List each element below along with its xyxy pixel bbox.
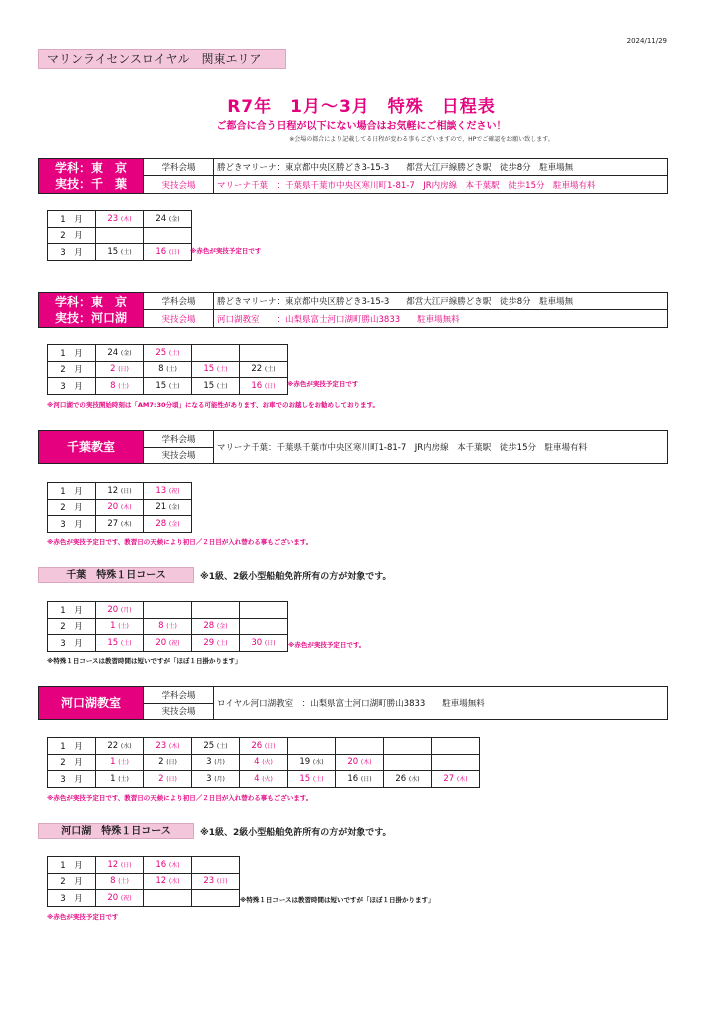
course-note: ※1級、2級小型船舶免許所有の方が対象です。 — [200, 828, 392, 838]
date-weekday: (土) — [216, 639, 228, 647]
date-cell — [192, 345, 240, 362]
venue-label — [39, 159, 143, 193]
schedule-table — [47, 856, 240, 907]
date-weekday: (金) — [168, 520, 180, 528]
venue-value: マリーナ千葉：千葉県千葉市中央区寒川町1-81-7 JR内房線 本千葉駅 徒歩15分 駐車場有料 — [217, 443, 587, 453]
date-weekday: (土) — [118, 623, 129, 631]
venue-key: 実技会場 — [144, 176, 214, 193]
month-cell: 3 月 — [48, 890, 96, 907]
date-day: 23 — [203, 876, 215, 887]
date-weekday: (土) — [118, 382, 129, 390]
date-weekday: (土) — [120, 248, 132, 256]
date-day: 22 — [251, 364, 263, 375]
month-cell: 2 月 — [48, 227, 96, 244]
date-cell — [144, 738, 192, 755]
date-cell — [144, 771, 192, 788]
date-weekday: (木) — [360, 759, 372, 767]
month-cell: 1 月 — [48, 738, 96, 755]
date-day: 25 — [203, 740, 215, 751]
venue-label — [39, 687, 143, 719]
schedule-table — [47, 601, 288, 652]
date-cell — [96, 244, 144, 261]
date-cell — [192, 754, 240, 771]
date-weekday: (木) — [168, 861, 180, 869]
date-weekday: (木) — [120, 215, 132, 223]
date-cell — [96, 345, 144, 362]
date-weekday: (土) — [264, 366, 276, 374]
one-day-course-note-text: ※特殊１日コースは教習時間は短いですが「ほぼ１日掛かります」 — [47, 657, 242, 665]
date-day: 15 — [203, 380, 215, 391]
venue-keys — [144, 431, 214, 463]
date-cell — [432, 771, 480, 788]
page-subtitle: ご都合に合う日程が以下にない場合はお気軽にご相談ください！ — [216, 121, 507, 132]
venue-value: 河口湖教室 ：山梨県富士河口湖町勝山3833 駐車場無料 — [217, 314, 460, 325]
date-weekday: (日) — [168, 248, 180, 256]
date-cell — [288, 754, 336, 771]
date-cell — [96, 227, 144, 244]
month-cell: 3 月 — [48, 771, 96, 788]
date-cell — [144, 602, 192, 619]
date-cell — [96, 516, 144, 533]
venue-value: マリーナ千葉 ：千葉県千葉市中央区寒川町1-81-7 JR内房線 本千葉駅 徒歩15分 駐車場有料 — [217, 180, 596, 191]
date-day: 8 — [110, 380, 116, 391]
date-day: 3 — [206, 757, 212, 768]
date-cell — [144, 211, 192, 228]
table-row — [48, 499, 192, 516]
venue-row-lecture — [143, 293, 667, 310]
date-weekday: (日) — [120, 487, 132, 495]
date-cell — [240, 635, 288, 652]
date-cell — [96, 857, 144, 874]
date-day: 20 — [155, 637, 167, 648]
date-weekday: (日) — [166, 775, 177, 783]
venue-keys — [144, 687, 214, 719]
table-row — [48, 873, 240, 890]
date-day: 22 — [107, 740, 119, 751]
date-day: 2 — [110, 364, 116, 375]
date-cell — [144, 635, 192, 652]
course-note: ※1級、2級小型船舶免許所有の方が対象です。 — [200, 572, 392, 582]
date-day: 8 — [110, 876, 116, 887]
date-cell — [96, 890, 144, 907]
date-weekday: (月) — [120, 606, 132, 614]
venue-row-practical — [143, 310, 667, 327]
venue-key: 実技会場 — [161, 707, 196, 718]
date-weekday: (日) — [120, 861, 132, 869]
date-day: 15 — [155, 380, 167, 391]
venue-row-practical — [143, 176, 667, 193]
month-cell: 2 月 — [48, 754, 96, 771]
venue-label — [39, 293, 143, 327]
course-badge: 河口湖 特殊１日コース — [38, 823, 194, 839]
date-day: 4 — [254, 757, 260, 768]
kawaguchiko-time-note: ※河口湖での実技開始時刻は「AM7:30分頃」になる可能性があります、お車でのお越しをお勧めしております。 — [47, 401, 379, 409]
table-row — [48, 516, 192, 533]
venue-value: 勝どきマリーナ：東京都中央区勝どき3-15-3 都営大江戸線勝どき駅 徒歩8分 駐車場無 — [217, 297, 574, 307]
date-weekday: (土) — [312, 775, 324, 783]
venue-label — [39, 431, 143, 463]
venue-row-shared — [143, 687, 667, 719]
date-cell — [96, 499, 144, 516]
date-day: 15 — [203, 364, 215, 375]
month-cell: 1 月 — [48, 211, 96, 228]
venue-value: 勝どきマリーナ：東京都中央区勝どき3-15-3 都営大江戸線勝どき駅 徒歩8分 駐車場無 — [217, 163, 574, 173]
date-weekday: (土) — [168, 349, 180, 357]
date-day: 8 — [158, 621, 164, 632]
venue-key: 学科会場 — [144, 293, 214, 309]
date-cell — [432, 754, 480, 771]
date-weekday: (土) — [166, 623, 177, 631]
date-day: 12 — [107, 485, 119, 496]
date-weekday: (日) — [166, 759, 177, 767]
venue-key: 実技会場 — [161, 451, 196, 462]
month-cell: 2 月 — [48, 873, 96, 890]
date-weekday: (月) — [214, 759, 225, 767]
red-day-note: ※赤色が実技予定日です — [287, 380, 359, 388]
date-cell — [336, 738, 384, 755]
date-cell — [432, 738, 480, 755]
date-cell — [96, 378, 144, 395]
venue-key: 実技会場 — [144, 310, 214, 327]
date-day: 16 — [155, 859, 167, 870]
date-cell — [384, 754, 432, 771]
table-row — [48, 483, 192, 500]
date-weekday: (土) — [120, 639, 132, 647]
venue-block-chiba — [38, 430, 668, 464]
date-cell — [96, 873, 144, 890]
date-cell — [96, 635, 144, 652]
date-day: 8 — [158, 364, 164, 375]
date-day: 20 — [347, 757, 359, 768]
date-weekday: (日) — [216, 878, 228, 886]
table-row — [48, 244, 192, 261]
date-cell — [240, 602, 288, 619]
date-day: 12 — [155, 876, 167, 887]
table-row — [48, 361, 288, 378]
date-cell — [192, 618, 240, 635]
date-cell — [240, 754, 288, 771]
date-cell — [96, 483, 144, 500]
month-cell: 1 月 — [48, 602, 96, 619]
date-cell — [144, 378, 192, 395]
month-cell: 3 月 — [48, 244, 96, 261]
date-weekday: (水) — [120, 742, 132, 750]
date-weekday: (金) — [168, 504, 180, 512]
venue-block-tokyo-kawaguchiko — [38, 292, 668, 328]
month-cell: 2 月 — [48, 618, 96, 635]
venue-label-line: 実技：河口湖 — [54, 311, 127, 325]
red-day-note: ※赤色が実技予定日です — [47, 913, 119, 921]
table-row — [48, 345, 288, 362]
date-weekday: (水) — [312, 759, 324, 767]
month-cell: 2 月 — [48, 499, 96, 516]
table-row — [48, 378, 288, 395]
date-weekday: (火) — [262, 775, 273, 783]
date-cell — [240, 361, 288, 378]
date-day: 26 — [395, 773, 407, 784]
date-day: 12 — [107, 859, 119, 870]
date-weekday: (土) — [118, 775, 129, 783]
date-weekday: (木) — [456, 775, 468, 783]
month-cell: 1 月 — [48, 483, 96, 500]
month-cell: 3 月 — [48, 635, 96, 652]
venue-value: ロイヤル河口湖教室 ：山梨県富士河口湖町勝山3833 駐車場無料 — [217, 699, 485, 709]
venue-label-line: 実技：千 葉 — [54, 177, 127, 191]
date-cell — [240, 618, 288, 635]
table-row — [48, 890, 240, 907]
date-cell — [240, 771, 288, 788]
date-day: 15 — [299, 773, 311, 784]
date-day: 19 — [299, 757, 311, 768]
date-weekday: (水) — [168, 878, 180, 886]
date-weekday: (祝) — [120, 894, 132, 902]
one-day-course-note — [240, 895, 435, 904]
date-cell — [96, 618, 144, 635]
month-cell: 3 月 — [48, 378, 96, 395]
date-cell — [192, 873, 240, 890]
date-cell — [192, 738, 240, 755]
table-row — [48, 602, 288, 619]
date-cell — [144, 499, 192, 516]
date-day: 30 — [251, 637, 263, 648]
date-day: 20 — [107, 604, 119, 615]
date-cell — [96, 771, 144, 788]
date-cell — [144, 244, 192, 261]
one-day-course-note — [47, 656, 242, 665]
table-row — [48, 211, 192, 228]
date-cell — [96, 738, 144, 755]
date-cell — [144, 890, 192, 907]
red-day-note: ※赤色が実技予定日です、教習日の天候により初日／２日目が入れ替わる事もございます。 — [47, 538, 313, 546]
date-weekday: (土) — [168, 382, 180, 390]
date-weekday: (祝) — [168, 639, 180, 647]
date-day: 3 — [206, 773, 212, 784]
table-row — [48, 635, 288, 652]
date-day: 4 — [254, 773, 260, 784]
date-cell — [288, 738, 336, 755]
date-day: 28 — [155, 518, 167, 529]
date-cell — [96, 602, 144, 619]
venue-label-line: 千葉教室 — [66, 440, 115, 454]
date-cell — [288, 771, 336, 788]
table-row — [48, 738, 480, 755]
date-weekday: (祝) — [168, 487, 180, 495]
month-cell: 1 月 — [48, 857, 96, 874]
venue-row-lecture — [143, 159, 667, 176]
date-weekday: (金) — [120, 349, 132, 357]
date-cell — [144, 754, 192, 771]
date-cell — [240, 378, 288, 395]
area-badge: マリンライセンスロイヤル 関東エリア — [38, 49, 286, 69]
schedule-table — [47, 344, 288, 395]
venue-label-line: 学科：東 京 — [54, 295, 127, 309]
top-note: ※会場の都合により記載してる日程が変わる事もございますので、HPでご確認をお願い致します。 — [289, 136, 554, 143]
date-day: 24 — [155, 213, 167, 224]
date-day: 2 — [158, 773, 164, 784]
date-cell — [336, 771, 384, 788]
date-cell — [192, 378, 240, 395]
date-cell — [96, 361, 144, 378]
venue-label-line: 河口湖教室 — [60, 696, 121, 710]
date-day: 29 — [203, 637, 215, 648]
date-day: 27 — [443, 773, 455, 784]
date-weekday: (日) — [264, 639, 276, 647]
table-row — [48, 857, 240, 874]
date-weekday: (日) — [264, 382, 276, 390]
date-weekday: (日) — [264, 742, 276, 750]
date-cell — [240, 738, 288, 755]
venue-block-tokyo-chiba — [38, 158, 668, 194]
month-cell: 1 月 — [48, 345, 96, 362]
date-cell — [144, 483, 192, 500]
date-cell — [144, 361, 192, 378]
schedule-table — [47, 737, 480, 788]
date-weekday: (日) — [118, 366, 129, 374]
date-cell — [144, 873, 192, 890]
date-day: 27 — [107, 518, 119, 529]
venue-row-shared — [143, 431, 667, 463]
date-weekday: (金) — [216, 623, 228, 631]
page-title: R7年 1月～3月 特殊 日程表 — [227, 97, 496, 117]
date-day: 23 — [107, 213, 119, 224]
date-weekday: (土) — [216, 366, 228, 374]
date-day: 25 — [155, 347, 167, 358]
table-row — [48, 227, 192, 244]
date-cell — [192, 361, 240, 378]
table-row — [48, 754, 480, 771]
one-day-course-note-text: ※特殊１日コースは教習時間は短いですが「ほぼ１日掛かります」 — [240, 896, 435, 904]
date-weekday: (月) — [214, 775, 225, 783]
date-cell — [96, 211, 144, 228]
date-weekday: (金) — [168, 215, 180, 223]
date-weekday: (火) — [262, 759, 273, 767]
date-day: 2 — [158, 757, 164, 768]
date-day: 15 — [107, 637, 119, 648]
venue-key: 学科会場 — [144, 431, 213, 448]
date-day: 16 — [251, 380, 263, 391]
date-cell — [144, 516, 192, 533]
date-cell — [144, 857, 192, 874]
date-day: 24 — [107, 347, 119, 358]
date-cell — [192, 635, 240, 652]
date-day: 16 — [155, 246, 167, 257]
schedule-table — [47, 210, 192, 261]
date-weekday: (土) — [118, 759, 129, 767]
date-day: 20 — [107, 892, 119, 903]
date-cell — [192, 890, 240, 907]
date-weekday: (日) — [360, 775, 372, 783]
date-weekday: (木) — [120, 520, 132, 528]
date-cell — [336, 754, 384, 771]
course-badge: 千葉 特殊１日コース — [38, 567, 194, 583]
venue-key: 学科会場 — [144, 687, 213, 704]
date-cell — [192, 771, 240, 788]
month-cell: 2 月 — [48, 361, 96, 378]
venue-label-line: 学科：東 京 — [54, 161, 127, 175]
red-day-note: ※赤色が実技予定日です、教習日の天候により初日／２日目が入れ替わる事もございます。 — [47, 794, 313, 802]
date-day: 15 — [107, 246, 119, 257]
red-day-note: ※赤色が実技予定日です — [190, 247, 262, 255]
venue-key: 学科会場 — [144, 159, 214, 175]
date-day: 13 — [155, 485, 167, 496]
date-weekday: (水) — [408, 775, 420, 783]
date-day: 1 — [110, 773, 116, 784]
date-cell — [144, 618, 192, 635]
schedule-table — [47, 482, 192, 533]
red-day-note: ※赤色が実技予定日です。 — [288, 641, 366, 649]
date-day: 23 — [155, 740, 167, 751]
date-weekday: (土) — [216, 382, 228, 390]
date-cell — [240, 345, 288, 362]
date-weekday: (木) — [168, 742, 180, 750]
date-weekday: (土) — [118, 878, 129, 886]
month-cell: 3 月 — [48, 516, 96, 533]
date-day: 21 — [155, 502, 167, 513]
date-cell — [192, 857, 240, 874]
date-day: 1 — [110, 757, 116, 768]
date-weekday: (土) — [216, 742, 228, 750]
date-cell — [384, 771, 432, 788]
date-day: 1 — [110, 621, 116, 632]
date-day: 16 — [347, 773, 359, 784]
date-day: 26 — [251, 740, 263, 751]
date-cell — [144, 227, 192, 244]
date-cell — [144, 345, 192, 362]
date-cell — [384, 738, 432, 755]
document-date: 2024/11/29 — [626, 37, 667, 45]
date-day: 20 — [107, 502, 119, 513]
table-row — [48, 771, 480, 788]
date-cell — [96, 754, 144, 771]
date-weekday: (木) — [120, 504, 132, 512]
date-day: 28 — [203, 621, 215, 632]
date-weekday: (土) — [166, 366, 177, 374]
table-row — [48, 618, 288, 635]
date-cell — [192, 602, 240, 619]
venue-block-kawaguchiko — [38, 686, 668, 720]
